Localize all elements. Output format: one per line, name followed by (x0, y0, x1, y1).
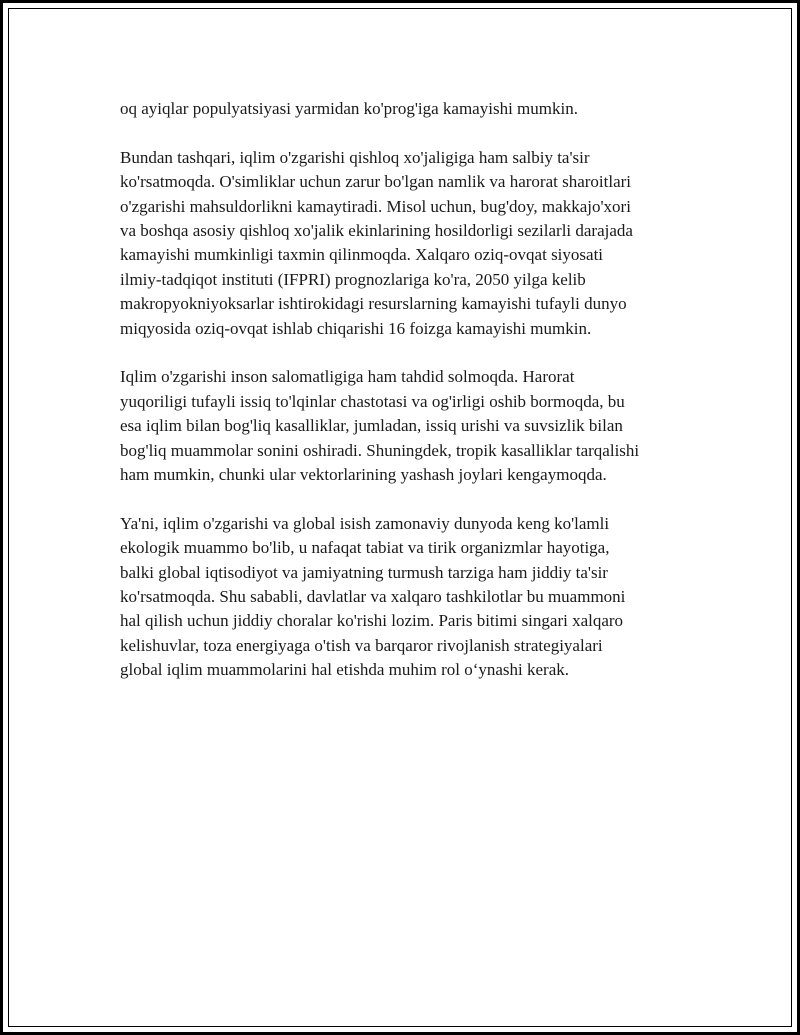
text-line: bog'liq muammolar sonini oshiradi. Shuningdek, tropik kasalliklar tarqalishi (120, 440, 640, 460)
text-line: ilmiy-tadqiqot instituti (IFPRI) prognozlariga ko'ra, 2050 yilga kelib (120, 269, 586, 289)
text-line: ko'rsatmoqda. O'simliklar uchun zarur bo'lgan namlik va harorat sharoitlari (120, 172, 632, 192)
text-line: Bundan tashqari, iqlim o'zgarishi qishloq xo'jaligiga ham salbiy ta'sir (120, 147, 590, 167)
text-line: balki global iqtisodiyot va jamiyatning turmush tarziga ham jiddiy ta'sir (120, 562, 608, 582)
text-line: o'zgarishi mahsuldorlikni kamaytiradi. Misol uchun, bug'doy, makkajo'xori (120, 196, 631, 216)
text-line: miqyosida oziq-ovqat ishlab chiqarishi 16 foizga kamayishi mumkin. (120, 318, 592, 338)
text-line: esa iqlim bilan bog'liq kasalliklar, jumladan, issiq urishi va suvsizlik bilan (120, 416, 623, 436)
text-line: hal qilish uchun jiddiy choralar ko'rishi lozim. Paris bitimi singari xalqaro (120, 611, 624, 631)
text-line: Ya'ni, iqlim o'zgarishi va global isish zamonaviy dunyoda keng ko'lamli (120, 513, 610, 533)
text-line: Iqlim o'zgarishi inson salomatligiga ham tahdid solmoqda. Harorat (120, 367, 575, 387)
paragraph-4 (120, 512, 700, 683)
text-line: kamayishi mumkinligi taxmin qilinmoqda. Xalqaro oziq-ovqat siyosati (120, 245, 604, 265)
paragraph-3 (120, 365, 700, 487)
text-line: global iqlim muammolarini hal etishda muhim rol o‘ynashi kerak. (120, 660, 569, 680)
text-line: ham mumkin, chunki ular vektorlarining yashash joylari kengaymoqda. (120, 465, 607, 485)
paragraph-1 (120, 97, 700, 121)
text-line: ekologik muammo bo'lib, u nafaqat tabiat va tirik organizmlar hayotiga, (120, 538, 610, 558)
text-line: ko'rsatmoqda. Shu sababli, davlatlar va xalqaro tashkilotlar bu muammoni (120, 587, 626, 607)
text-line: makropyokniyoksarlar ishtirokidagi resurslarning kamayishi tufayli dunyo (120, 294, 627, 314)
text-line: va boshqa asosiy qishloq xo'jalik ekinlarining hosildorligi sezilarli darajada (120, 221, 633, 241)
text-line: yuqoriligi tufayli issiq to'lqinlar chastotasi va og'irligi oshib bormoqda, bu (120, 391, 625, 411)
text-line: kelishuvlar, toza energiyaga o'tish va barqaror rivojlanish strategiyalari (120, 635, 603, 655)
text-line: oq ayiqlar populyatsiyasi yarmidan ko'prog'iga kamayishi mumkin. (120, 99, 578, 118)
document-body (120, 97, 700, 707)
paragraph-2 (120, 146, 700, 341)
